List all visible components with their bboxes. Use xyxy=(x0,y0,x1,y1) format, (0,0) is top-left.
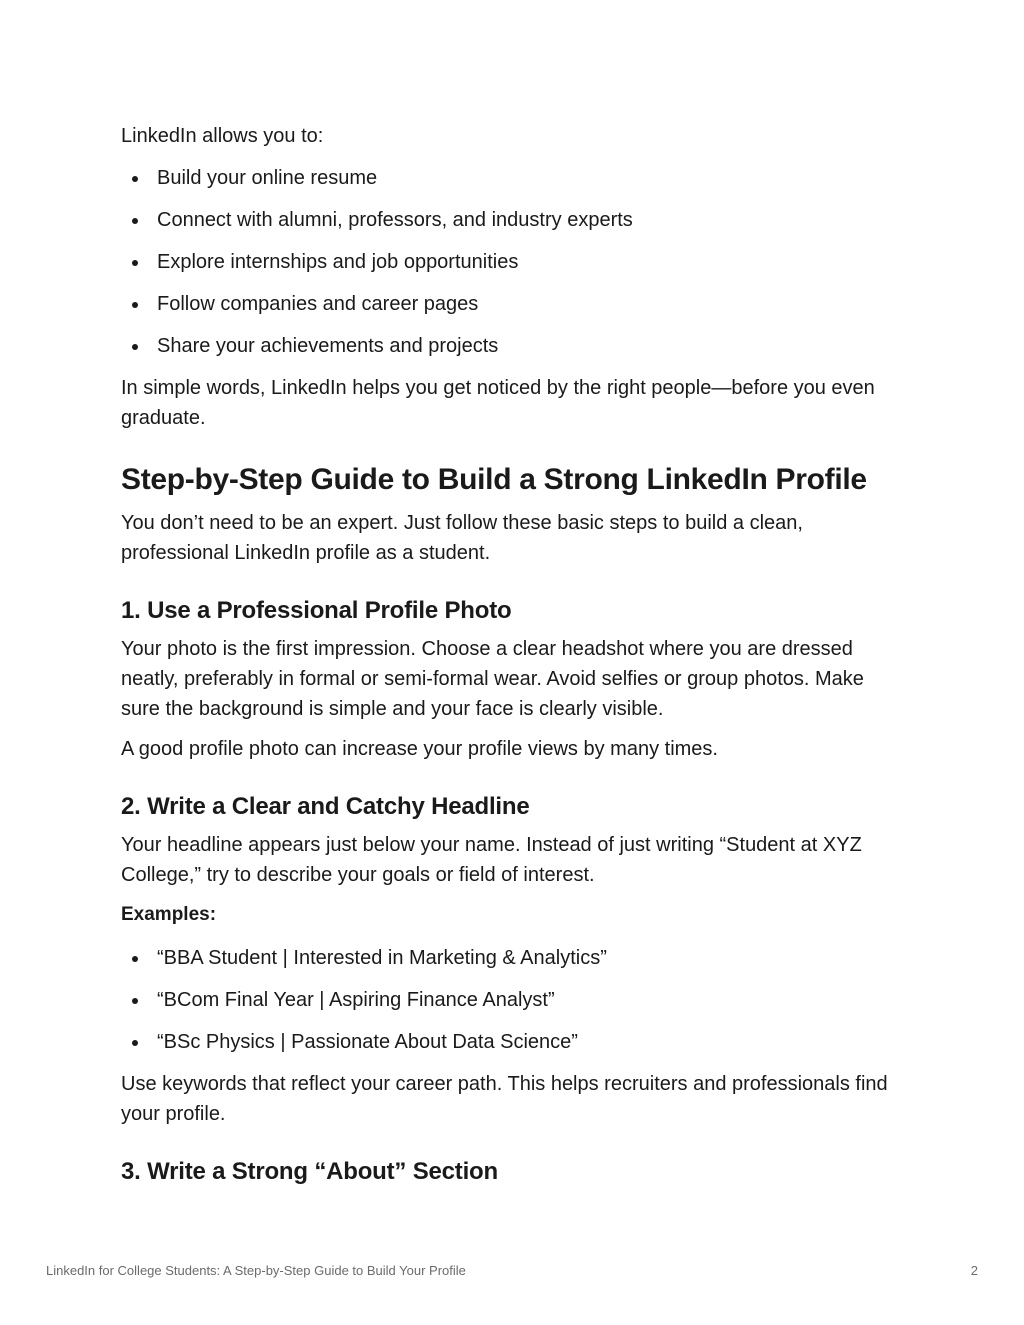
examples-list xyxy=(121,943,891,1057)
guide-title: Step-by-Step Guide to Build a Strong LinkedIn Profile xyxy=(121,463,867,496)
step2-note: Use keywords that reflect your career path. This helps recruiters and professionals find your profile. xyxy=(121,1073,888,1125)
list-item: “BBA Student | Interested in Marketing & Analytics” xyxy=(121,943,891,973)
examples-label: Examples: xyxy=(121,904,217,925)
list-item: Explore internships and job opportunities xyxy=(121,247,891,277)
list-item: Share your achievements and projects xyxy=(121,331,891,361)
list-item: Build your online resume xyxy=(121,163,891,193)
list-item: “BSc Physics | Passionate About Data Science” xyxy=(121,1027,891,1057)
benefits-list xyxy=(121,163,891,361)
list-item: Connect with alumni, professors, and industry experts xyxy=(121,205,891,235)
step1-heading: 1. Use a Professional Profile Photo xyxy=(121,597,512,624)
guide-intro: You don’t need to be an expert. Just follow these basic steps to build a clean, professional LinkedIn profile as a student. xyxy=(121,512,803,564)
step1-note: A good profile photo can increase your profile views by many times. xyxy=(121,738,718,760)
intro-lead: LinkedIn allows you to: xyxy=(121,125,324,147)
intro-summary: In simple words, LinkedIn helps you get noticed by the right people—before you even graduate. xyxy=(121,377,875,429)
footer-title: LinkedIn for College Students: A Step-by-Step Guide to Build Your Profile xyxy=(46,1263,466,1278)
list-item: Follow companies and career pages xyxy=(121,289,891,319)
list-item: “BCom Final Year | Aspiring Finance Analyst” xyxy=(121,985,891,1015)
step1-paragraph: Your photo is the first impression. Choose a clear headshot where you are dressed neatly, preferably in formal or semi-formal wear. Avoid selfies or group photos. Make sure the background is simple and your face is clearly visible. xyxy=(121,638,864,720)
step2-paragraph: Your headline appears just below your name. Instead of just writing “Student at XYZ College,” try to describe your goals or field of interest. xyxy=(121,834,862,886)
step3-heading: 3. Write a Strong “About” Section xyxy=(121,1158,498,1185)
step2-heading: 2. Write a Clear and Catchy Headline xyxy=(121,793,530,820)
document-page xyxy=(121,121,891,1188)
page-footer xyxy=(46,1262,978,1280)
page-number: 2 xyxy=(970,1263,978,1278)
